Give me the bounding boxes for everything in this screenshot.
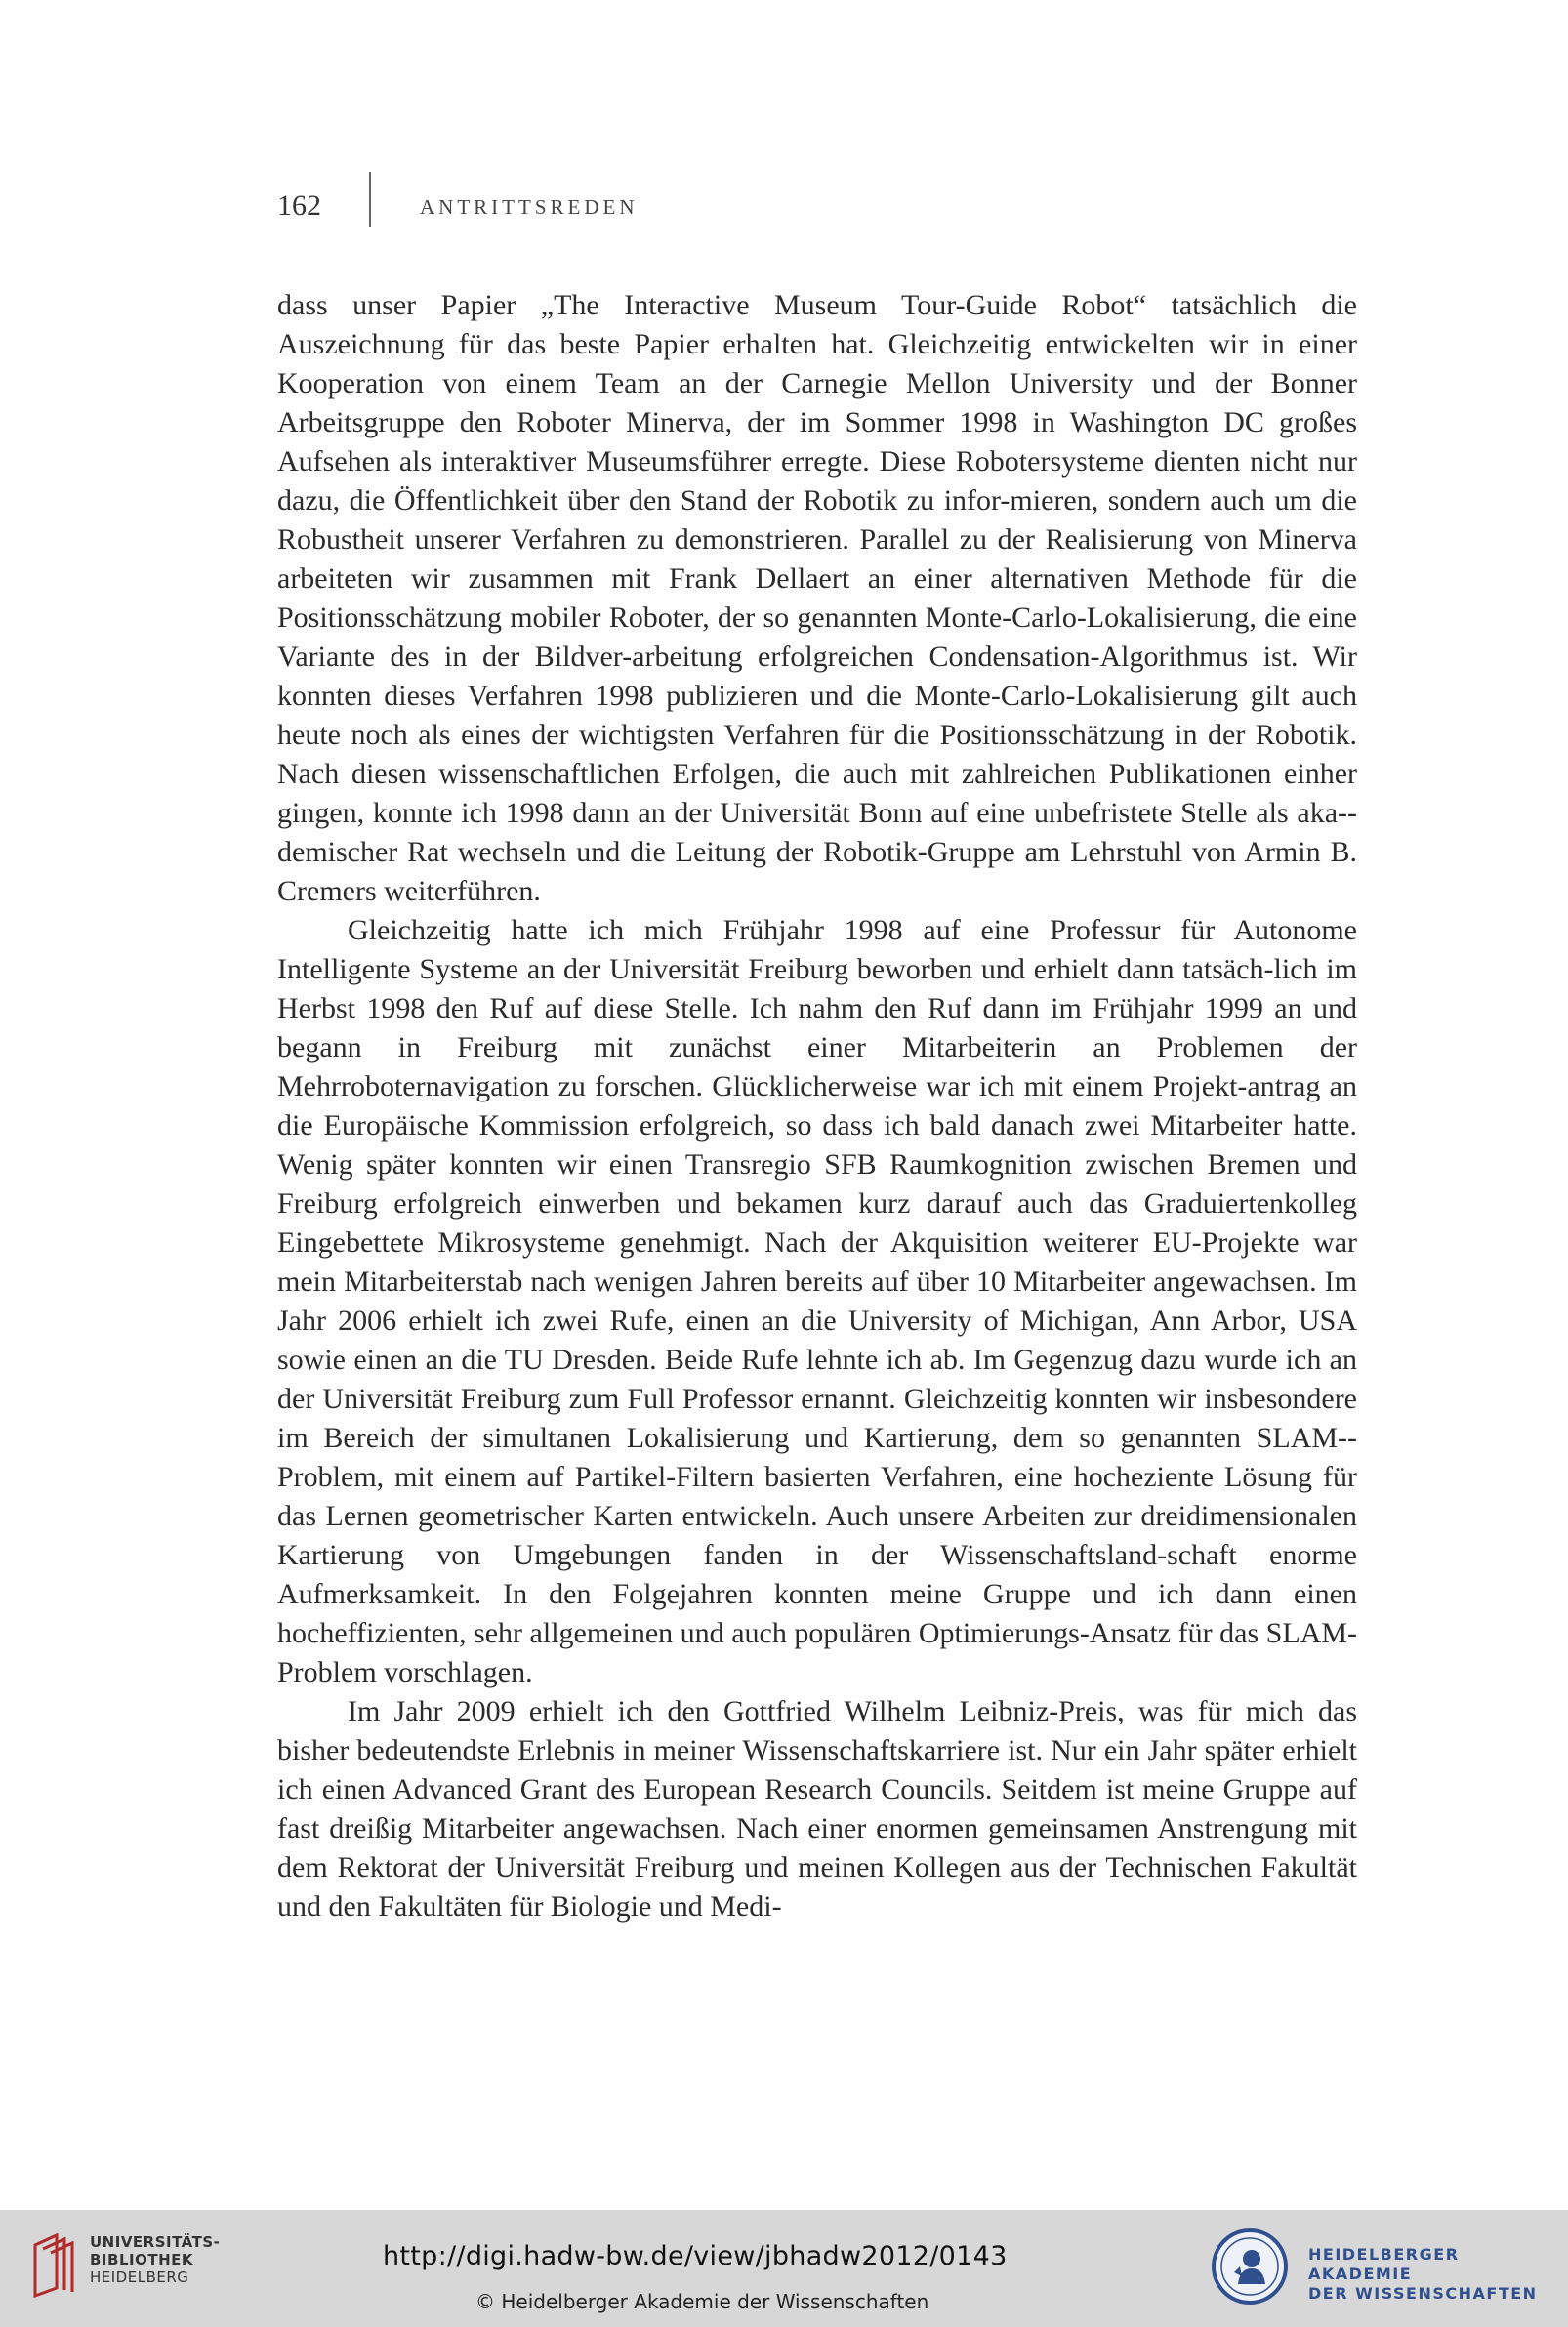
footer-bar (0, 2210, 1568, 2327)
page-header (277, 186, 1351, 225)
academy-name (1308, 2245, 1568, 2304)
library-name-line3: HEIDELBERG (90, 2268, 189, 2286)
paragraph-3: Im Jahr 2009 erhielt ich den Gottfried Wilhelm Leibniz-Preis, was für mich das bisher bedeutendste Erlebnis in meiner Wissenschaftskarriere ist. Nur ein Jahr später erhielt ich einen Advanced Grant des European Research Councils. Seitdem ist meine Gruppe auf fast dreißig Mitarbeiter angewachsen. Nach einer enormen gemeinsamen Anstrengung mit dem Rektorat der Universität Freiburg und meinen Kollegen aus der Technischen Fakultät und den Fakultäten für Biologie und Medi- (277, 1695, 1357, 1923)
library-name-line2: BIBLIOTHEK (90, 2251, 193, 2268)
academy-name-line2: DER WISSENSCHAFTEN (1308, 2284, 1538, 2303)
library-logo-icon (29, 2231, 76, 2298)
academy-seal-icon (1211, 2227, 1289, 2306)
paragraph-2: Gleichzeitig hatte ich mich Frühjahr 1998 auf eine Professur für Autonome Intelligente Systeme an der Universität Freiburg beworben und erhielt dann tatsäch-lich im Herbst 1998 den Ruf auf diese Stelle. Ich nahm den Ruf dann im Frühjahr 1999 an und begann in Freiburg mit zunächst einer Mitarbeiterin an Problemen der Mehrroboternavigation zu forschen. Glücklicherweise war ich mit einem Projekt-antrag an die Europäische Kommission erfolgreich, so dass ich bald danach zwei Mitarbeiter hatte. Wenig später konnten wir einen Transregio SFB Raumkognition zwischen Bremen und Freiburg erfolgreich einwerben und bekamen kurz darauf auch das Graduiertenkolleg Eingebettete Mikrosysteme genehmigt. Nach der Akquisition weiterer EU-Projekte war mein Mitarbeiterstab nach wenigen Jahren bereits auf über 10 Mitarbeiter angewachsen. Im Jahr 2006 erhielt ich zwei Rufe, einen an die University of Michigan, Ann Arbor, USA sowie einen an die TU Dresden. Beide Rufe lehnte ich ab. Im Gegenzug dazu wurde ich an der Universität Freiburg zum Full Professor ernannt. Gleichzeitig konnten wir insbesondere im Bereich der simultanen Lokalisierung und Kartierung, dem so genannten SLAM-Problem, mit einem auf Partikel-Filtern basierten Verfahren, eine hocheziente Lösung für das Lernen geometrischer Karten entwickeln. Auch unsere Arbeiten zur dreidimensionalen Kartierung von Umgebungen fanden in der Wissenschaftsland-schaft enorme Aufmerksamkeit. In den Folgejahren konnten meine Gruppe und ich dann einen hocheffizienten, sehr allgemeinen und auch populären Optimierungs-Ansatz für das SLAM-Problem vorschlagen. (277, 914, 1357, 1688)
library-name-line1: UNIVERSITÄTS- (90, 2233, 221, 2251)
running-title: ANTRITTSREDEN (420, 195, 639, 219)
paragraph-1: dass unser Papier „The Interactive Museum Tour-Guide Robot“ tatsächlich die Auszeichnung für das beste Papier erhalten hat. Gleichzeitig entwickelten wir in einer Kooperation von einem Team an der Carnegie Mellon University und der Bonner Arbeitsgruppe den Roboter Minerva, der im Sommer 1998 in Washington DC großes Aufsehen als interaktiver Museumsführer erregte. Diese Robotersysteme dienten nicht nur dazu, die Öffentlichkeit über den Stand der Robotik zu infor-mieren, sondern auch um die Robustheit unserer Verfahren zu demonstrieren. Parallel zu der Realisierung von Minerva arbeiteten wir zusammen mit Frank Dellaert an einer alternativen Methode für die Positionsschätzung mobiler Roboter, der so genannten Monte-Carlo-Lokalisierung, die eine Variante des in der Bildver-arbeitung erfolgreichen Condensation-Algorithmus ist. Wir konnten dieses Verfahren 1998 publizieren und die Monte-Carlo-Lokalisierung gilt auch heute noch als eines der wichtigsten Verfahren für die Positionsschätzung in der Robotik. Nach diesen wissenschaftlichen Erfolgen, die auch mit zahlreichen Publikationen einher gingen, konnte ich 1998 dann an der Universität Bonn auf eine unbefristete Stelle als aka-demischer Rat wechseln und die Leitung der Robotik-Gruppe am Lehrstuhl von Armin B. Cremers weiterführen. (277, 289, 1357, 907)
academy-name-line1: HEIDELBERGER AKADEMIE (1308, 2245, 1460, 2283)
copyright-notice: © Heidelberger Akademie der Wissenschaften (475, 2290, 929, 2313)
library-name (90, 2233, 220, 2286)
body-text (277, 286, 1357, 1927)
source-url-link[interactable]: http://digi.hadw-bw.de/view/jbhadw2012/0143 (383, 2241, 1008, 2271)
header-divider (369, 172, 371, 227)
page-number: 162 (277, 189, 321, 222)
